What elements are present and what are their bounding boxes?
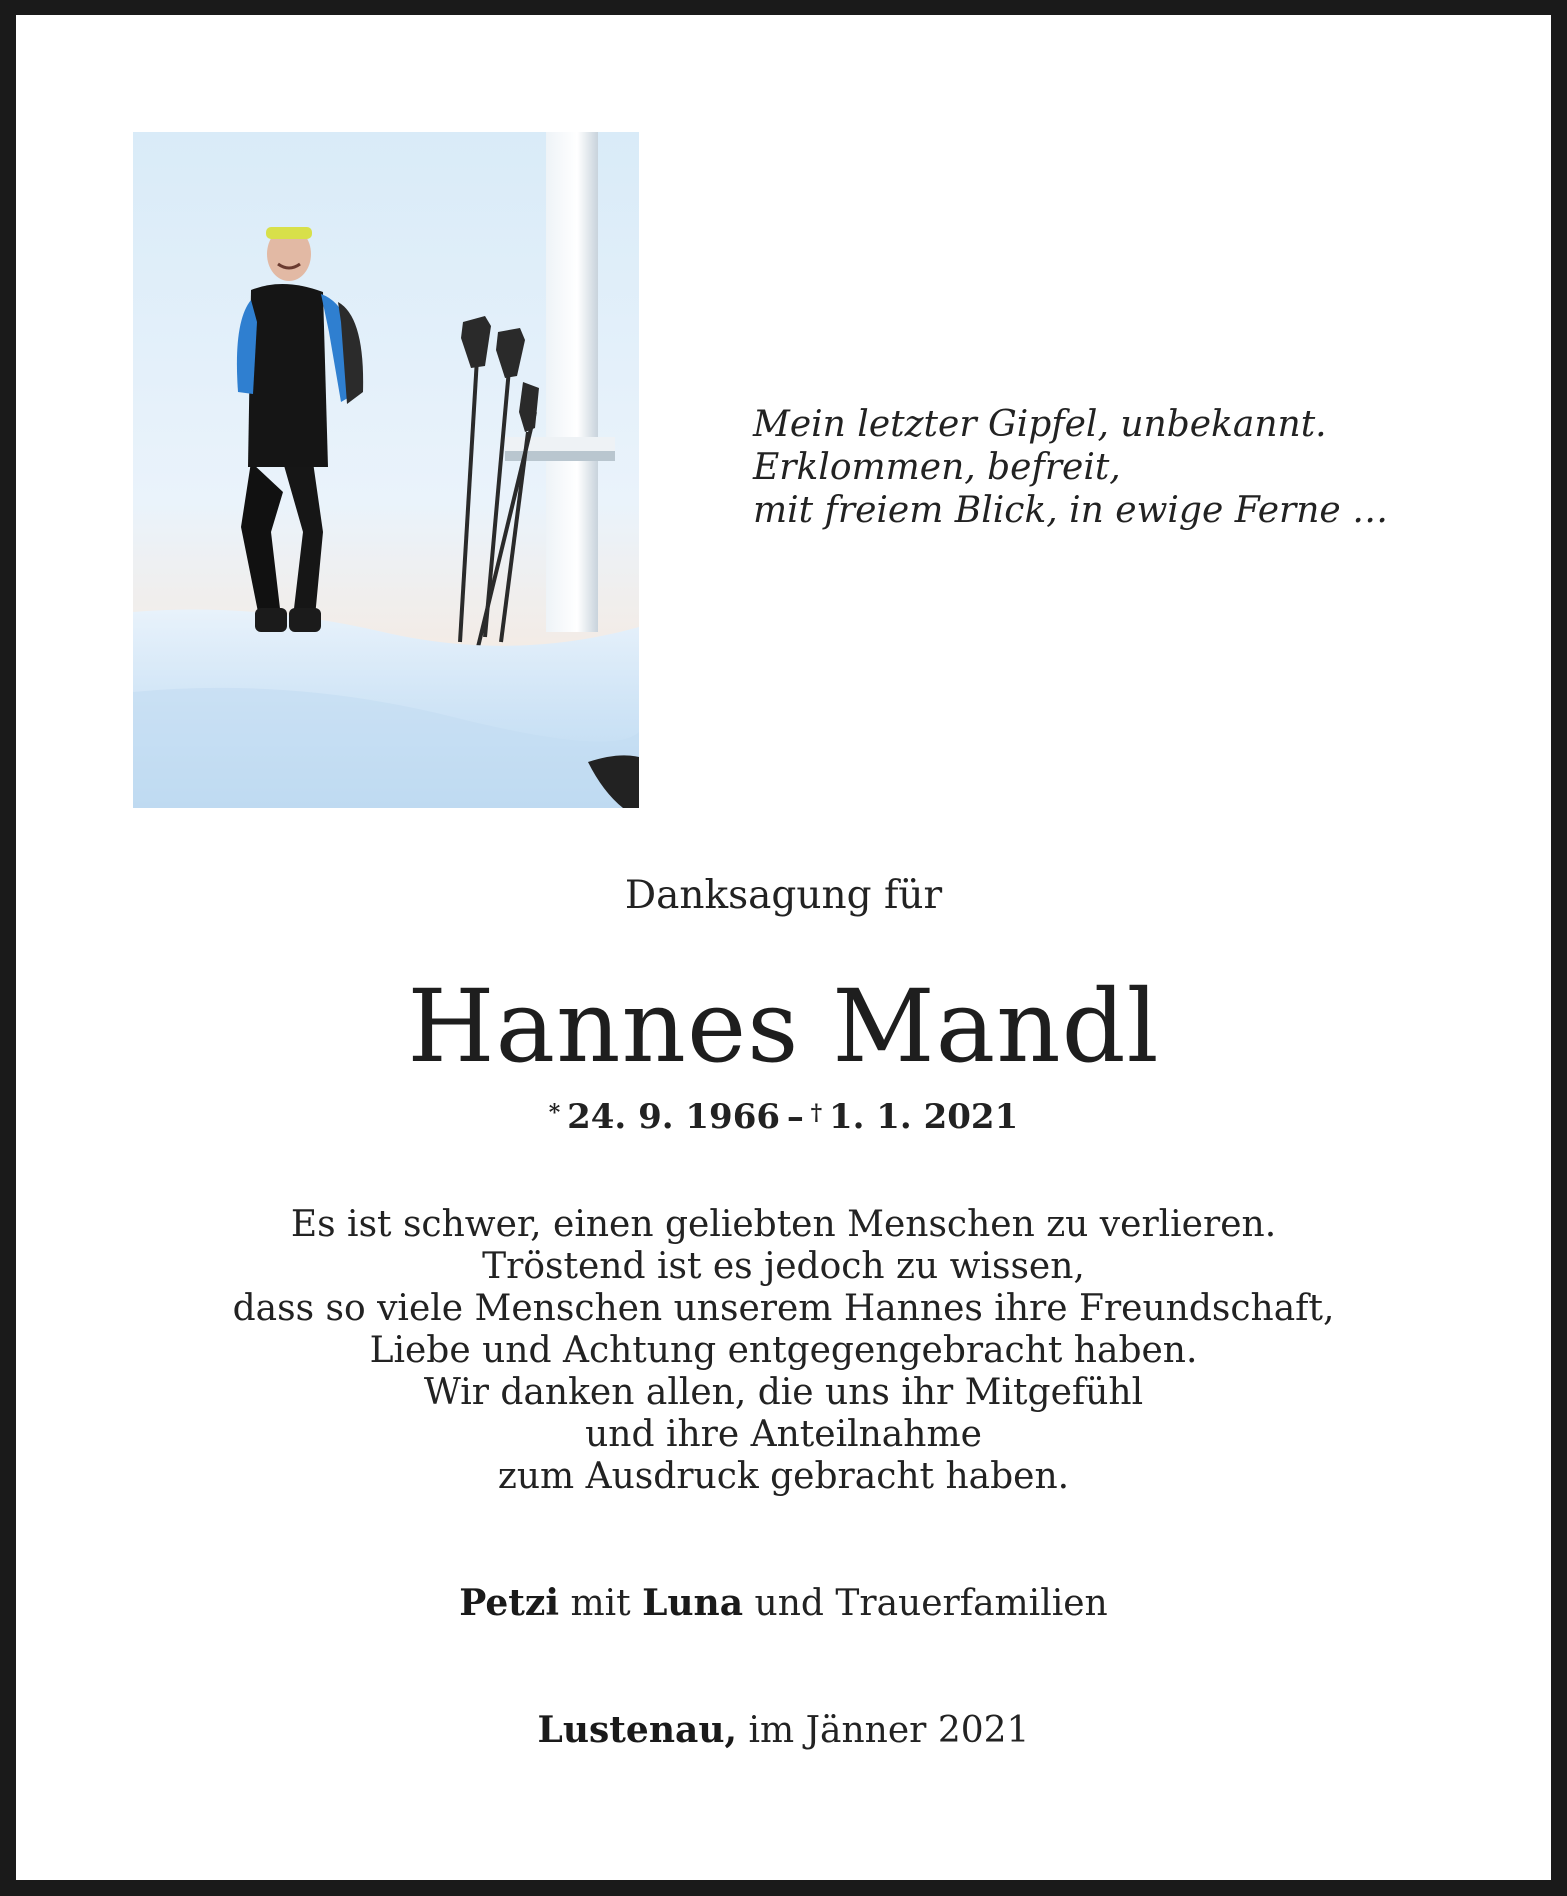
poem-line: mit freiem Blick, in ewige Ferne …	[753, 490, 1389, 531]
signer-name-petzi: Petzi	[459, 1582, 560, 1624]
message-line: Liebe und Achtung entgegengebracht haben.	[369, 1330, 1198, 1371]
date-separator: –	[786, 1097, 804, 1137]
intro-heading: Danksagung für	[624, 873, 943, 918]
death-symbol: †	[810, 1100, 823, 1126]
deceased-name: Hannes Mandl	[407, 968, 1160, 1085]
message-line: zum Ausdruck gebracht haben.	[497, 1456, 1070, 1497]
signature-conjunction: mit	[570, 1583, 631, 1624]
message-line: Es ist schwer, einen geliebten Menschen zu verlieren.	[290, 1204, 1277, 1245]
place: Lustenau,	[537, 1709, 738, 1751]
message-line: und ihre Anteilnahme	[585, 1414, 982, 1455]
thank-you-message	[16, 1204, 1551, 1498]
death-date: 1. 1. 2021	[828, 1097, 1019, 1137]
place-date-line	[16, 1707, 1551, 1754]
signature-rest: und Trauerfamilien	[754, 1583, 1108, 1624]
signature-line	[16, 1580, 1551, 1627]
signer-name-luna: Luna	[642, 1582, 744, 1624]
poem-line: Erklommen, befreit,	[753, 447, 1121, 488]
birth-date: 24. 9. 1966	[567, 1097, 781, 1137]
message-line: dass so viele Menschen unserem Hannes ihre Freundschaft,	[232, 1288, 1335, 1329]
poem-line: Mein letzter Gipfel, unbekannt.	[753, 404, 1327, 445]
poem	[753, 403, 1388, 532]
portrait-photo	[133, 132, 639, 808]
message-line: Tröstend ist es jedoch zu wissen,	[482, 1246, 1085, 1287]
date: im Jänner 2021	[748, 1710, 1030, 1751]
message-line: Wir danken allen, die uns ihr Mitgefühl	[423, 1372, 1144, 1413]
birth-symbol: *	[548, 1100, 561, 1126]
life-dates	[16, 1095, 1551, 1139]
